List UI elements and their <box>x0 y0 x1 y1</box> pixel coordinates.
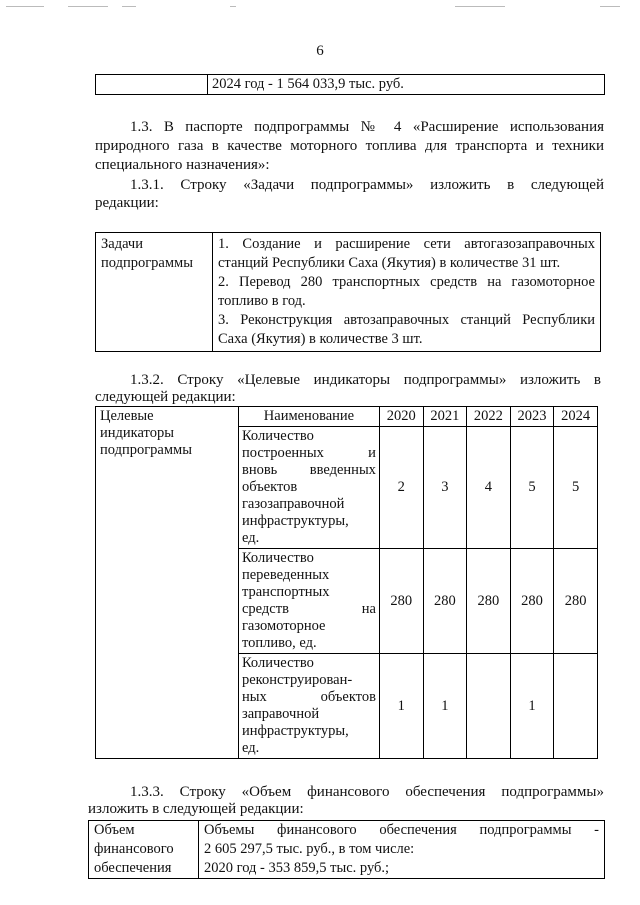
year-header: 2021 <box>423 407 467 427</box>
budget-year-cell: 2024 год - 1 564 033,9 тыс. руб. <box>208 75 605 95</box>
indicator-name-line: ных объектов <box>241 689 376 705</box>
task-item-line: 2. Перевод 280 транспортных средств на газомоторное <box>218 274 595 290</box>
indicator-value: 1 <box>510 654 554 759</box>
empty-cell <box>96 75 208 95</box>
finance-label-line: финансового <box>94 841 174 857</box>
indicator-name-line: переведенных <box>241 567 330 583</box>
budget-table-fragment <box>95 74 605 95</box>
section-1-3-2-line1: 1.3.2. Строку «Целевые индикаторы подпрограммы» изложить в <box>130 372 601 388</box>
finance-line: 2 605 297,5 тыс. руб., в том числе: <box>204 841 415 857</box>
tasks-label-line: Задачи <box>101 236 143 252</box>
finance-content-cell <box>199 821 605 879</box>
indicators-label-line: Целевые <box>100 408 154 424</box>
indicator-name-line: газозаправочной <box>241 496 345 512</box>
indicator-name-line: транспортных <box>241 584 330 600</box>
year-header: 2022 <box>467 407 511 427</box>
finance-line: 2020 год - 353 859,5 тыс. руб.; <box>204 860 390 876</box>
indicator-value: 5 <box>510 427 554 549</box>
indicator-value: 280 <box>423 549 467 654</box>
indicators-label-line: подпрограммы <box>100 442 192 458</box>
page-number: 6 <box>316 43 324 59</box>
section-1-3-1-line2: редакции: <box>95 195 159 211</box>
finance-table <box>88 820 605 879</box>
section-1-3-3-line2: изложить в следующей редакции: <box>88 801 304 817</box>
section-1-3-1-line1: 1.3.1. Строку «Задачи подпрограммы» изложить в следующей <box>130 177 604 193</box>
indicator-name-line: Количество <box>241 550 314 566</box>
finance-label-line: Объем <box>94 822 135 838</box>
indicator-name-cell <box>238 427 379 549</box>
indicator-name-line: ед. <box>241 530 260 546</box>
section-1-3-2-line2: следующей редакции: <box>95 389 236 405</box>
name-header: Наименование <box>238 407 379 427</box>
scan-artifacts <box>0 6 640 10</box>
indicators-table <box>95 406 598 759</box>
indicator-value <box>467 654 511 759</box>
indicator-value: 2 <box>379 427 423 549</box>
indicator-name-line: ед. <box>241 740 260 756</box>
indicator-name-line: газомоторное <box>241 618 326 634</box>
indicator-name-line: средств на <box>241 601 376 617</box>
indicator-value: 5 <box>554 427 598 549</box>
task-item-line: Саха (Якутия) в количестве 3 шт. <box>218 331 423 347</box>
tasks-label-line: подпрограммы <box>101 255 193 271</box>
year-header: 2023 <box>510 407 554 427</box>
indicators-label-cell <box>96 407 239 759</box>
indicator-name-line: Количество <box>241 428 314 444</box>
indicator-name-cell <box>238 654 379 759</box>
indicator-name-line: топливо, ед. <box>241 635 317 651</box>
task-item-line: 1. Создание и расширение сети автогазозаправочных <box>218 236 595 252</box>
indicator-value: 4 <box>467 427 511 549</box>
tasks-content-cell <box>213 233 601 352</box>
task-item-line: топливо в год. <box>218 293 306 309</box>
indicator-name-line: реконструирован- <box>241 672 353 688</box>
indicator-value: 3 <box>423 427 467 549</box>
year-header: 2024 <box>554 407 598 427</box>
indicator-name-line: инфраструктуры, <box>241 513 349 529</box>
indicator-name-cell <box>238 549 379 654</box>
indicator-value: 280 <box>554 549 598 654</box>
indicators-label-line: индикаторы <box>100 425 174 441</box>
task-item-line: станций Республики Саха (Якутия) в количестве 31 шт. <box>218 255 561 271</box>
indicator-name-line: Количество <box>241 655 314 671</box>
tasks-label-cell <box>96 233 213 352</box>
indicator-name-line: объектов <box>241 479 298 495</box>
indicator-value <box>554 654 598 759</box>
indicator-name-line: заправочной <box>241 706 320 722</box>
indicator-value: 1 <box>379 654 423 759</box>
indicator-value: 1 <box>423 654 467 759</box>
section-1-3-line3: специального назначения»: <box>95 157 270 173</box>
finance-label-line: обеспечения <box>94 860 172 876</box>
tasks-table <box>95 232 601 352</box>
indicator-value: 280 <box>379 549 423 654</box>
indicator-name-line: вновь введенных <box>241 462 376 478</box>
indicator-name-line: инфраструктуры, <box>241 723 349 739</box>
section-1-3-line1: 1.3. В паспорте подпрограммы № 4 «Расширение использования <box>130 119 604 135</box>
indicator-name-line: построенных и <box>241 445 376 461</box>
finance-label-cell <box>89 821 199 879</box>
year-header: 2020 <box>379 407 423 427</box>
task-item-line: 3. Реконструкция автозаправочных станций Республики <box>218 312 595 328</box>
section-1-3-line2: природного газа в качестве моторного топлива для транспорта и техники <box>95 138 604 154</box>
finance-line: Объемы финансового обеспечения подпрограммы - <box>204 822 599 838</box>
indicator-value: 280 <box>467 549 511 654</box>
section-1-3-3-line1: 1.3.3. Строку «Объем финансового обеспечения подпрограммы» <box>130 784 604 800</box>
indicator-value: 280 <box>510 549 554 654</box>
